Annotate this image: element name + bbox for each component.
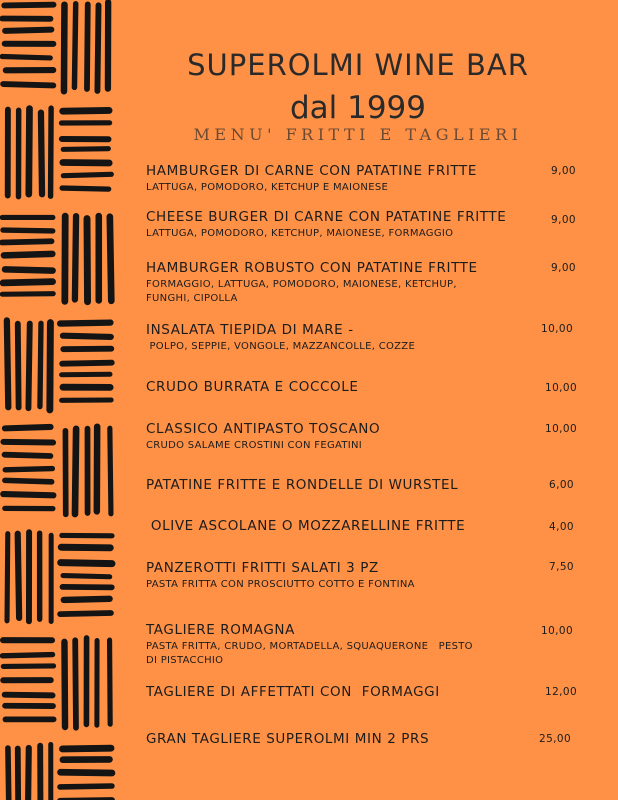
brush-stroke: [75, 216, 76, 299]
brush-stroke: [18, 534, 19, 618]
brush-stroke: [60, 786, 112, 787]
menu-item: [146, 421, 586, 453]
brush-stroke: [2, 241, 52, 242]
item-description: PASTA FRITTA CON PROSCIUTTO COTTO E FONTINA: [146, 579, 415, 590]
menu-item: [146, 622, 586, 668]
brush-stroke: [62, 374, 110, 375]
brush-stroke: [63, 336, 111, 337]
item-name: HAMBURGER ROBUSTO CON PATATINE FRITTE: [146, 260, 478, 276]
brush-stroke: [50, 323, 51, 410]
decorative-brush-pattern: [0, 0, 118, 800]
brush-stroke: [5, 427, 51, 428]
item-price: 9,00: [551, 214, 576, 226]
menu-item: [146, 209, 586, 241]
item-name: GRAN TAGLIERE SUPEROLMI MIN 2 PRS: [146, 731, 430, 747]
item-price: 25,00: [539, 733, 572, 745]
item-price: 4,00: [549, 521, 574, 533]
brush-stroke: [3, 442, 53, 443]
menu-item: [146, 322, 586, 354]
brush-stroke: [5, 695, 53, 696]
brush-stroke: [2, 655, 52, 656]
brush-stroke: [63, 174, 111, 175]
brush-stroke: [8, 748, 9, 800]
menu-item: [146, 477, 586, 494]
brush-stroke: [18, 749, 19, 800]
item-name: CHEESE BURGER DI CARNE CON PATATINE FRITTE: [146, 209, 507, 225]
item-name: PATATINE FRITTE E RONDELLE DI WURSTEL: [146, 477, 459, 493]
item-name: CRUDO BURRATA E COCCOLE: [146, 379, 359, 395]
brush-stroke: [3, 84, 53, 85]
item-description: LATTUGA, POMODORO, KETCHUP E MAIONESE: [146, 182, 389, 193]
brush-stroke: [63, 576, 110, 577]
bar-name-title: SUPEROLMI WINE BAR: [187, 48, 529, 82]
item-price: 9,00: [551, 165, 576, 177]
brush-stroke: [28, 324, 29, 409]
item-description-continued: FUNGHI, CIPOLLA: [146, 293, 238, 304]
brush-stroke: [61, 547, 110, 548]
item-name: HAMBURGER DI CARNE CON PATATINE FRITTE: [146, 163, 477, 179]
since-subtitle: dal 1999: [289, 90, 427, 126]
brush-stroke: [87, 4, 88, 89]
menu-item: [146, 260, 586, 306]
brush-stroke: [2, 294, 53, 295]
item-price: 7,50: [549, 561, 574, 573]
item-name: INSALATA TIEPIDA DI MARE -: [146, 322, 354, 338]
brush-stroke: [5, 269, 53, 270]
item-description: PASTA FRITTA, CRUDO, MORTADELLA, SQUAQUERONE PESTO: [146, 641, 473, 652]
brush-stroke: [110, 217, 111, 301]
brush-stroke: [40, 323, 41, 406]
brush-stroke: [18, 324, 19, 408]
item-price: 6,00: [549, 479, 574, 491]
brush-stroke: [5, 480, 52, 481]
brush-stroke: [41, 113, 42, 195]
brush-stroke: [75, 429, 76, 514]
item-description: CRUDO SALAME CROSTINI CON FEGATINI: [146, 440, 363, 451]
item-price: 10,00: [545, 382, 578, 394]
brush-stroke: [75, 640, 76, 727]
brush-stroke: [63, 110, 109, 111]
item-price: 9,00: [551, 262, 576, 274]
brush-stroke: [4, 5, 53, 6]
brush-stroke: [61, 772, 112, 773]
brush-stroke: [5, 30, 51, 31]
brush-stroke: [5, 469, 52, 470]
brush-stroke: [110, 640, 111, 724]
item-description: POLPO, SEPPIE, VONGOLE, MAZZANCOLLE, COZZE: [146, 341, 416, 352]
item-price: 10,00: [541, 625, 574, 637]
brush-stroke: [74, 4, 75, 88]
menu-item: [146, 560, 586, 592]
item-name: CLASSICO ANTIPASTO TOSCANO: [146, 421, 381, 437]
item-name: TAGLIERE ROMAGNA: [146, 622, 295, 638]
brush-stroke: [110, 428, 111, 514]
brush-stroke: [3, 230, 53, 231]
brush-stroke: [63, 149, 108, 150]
item-name: OLIVE ASCOLANE O MOZZARELLINE FRITTE: [146, 518, 466, 534]
item-price: 12,00: [545, 686, 578, 698]
brush-stroke: [3, 666, 53, 667]
menu-section-title: MENU' FRITTI E TAGLIERI: [193, 125, 523, 144]
brush-stroke: [28, 748, 29, 800]
item-description: FORMAGGIO, LATTUGA, POMODORO, MAIONESE, KETCHUP,: [146, 279, 457, 290]
menu-item: [146, 518, 586, 535]
brush-stroke: [64, 5, 65, 91]
menu-item: [146, 379, 586, 396]
brush-stroke: [62, 363, 111, 364]
brush-stroke: [5, 455, 51, 456]
item-description: LATTUGA, POMODORO, KETCHUP, MAIONESE, FORMAGGIO: [146, 228, 454, 239]
brush-stroke: [51, 108, 52, 196]
item-name: TAGLIERE DI AFFETTATI CON FORMAGGI: [146, 684, 440, 700]
brush-stroke: [62, 188, 109, 189]
brush-stroke: [7, 534, 8, 621]
brush-stroke: [61, 563, 112, 564]
menu-item: [146, 163, 586, 195]
brush-stroke: [64, 642, 65, 727]
item-price: 10,00: [545, 423, 578, 435]
menu-item: [146, 684, 586, 701]
brush-stroke: [4, 254, 52, 255]
brush-stroke: [64, 599, 110, 600]
brush-stroke: [87, 219, 88, 302]
brush-stroke: [97, 5, 98, 91]
brush-stroke: [62, 748, 111, 749]
item-description-continued: DI PISTACCHIO: [146, 655, 224, 666]
brush-stroke: [3, 494, 53, 495]
brush-stroke: [7, 320, 8, 407]
brush-stroke: [29, 109, 30, 195]
item-name: PANZEROTTI FRITTI SALATI 3 PZ: [146, 560, 379, 576]
brush-stroke: [2, 57, 50, 58]
brush-stroke: [60, 323, 110, 324]
item-price: 10,00: [541, 323, 574, 335]
brush-stroke: [3, 282, 52, 283]
menu-item: [146, 731, 586, 748]
brush-stroke: [60, 613, 111, 614]
